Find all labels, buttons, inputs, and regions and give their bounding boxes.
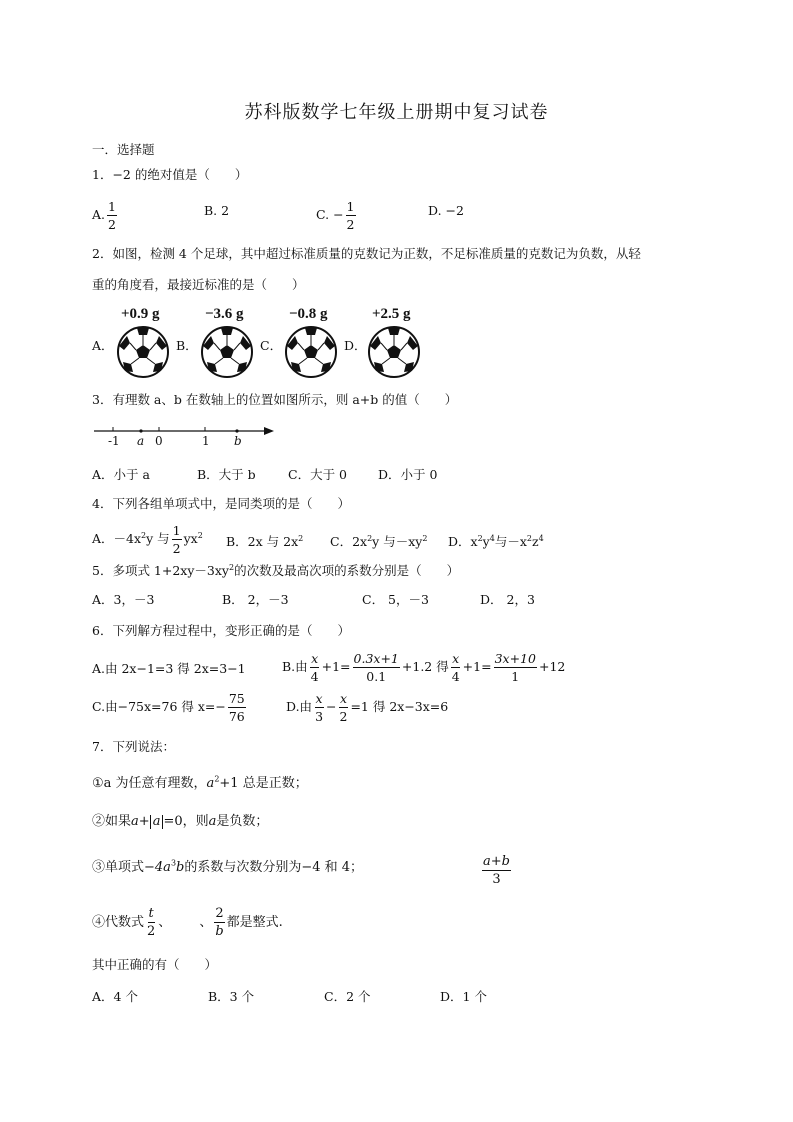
q1-option-b: B. 2 (204, 203, 230, 218)
q2-option-b: B． (176, 338, 198, 353)
ball-c-label: −0.8 g (289, 306, 328, 322)
q4-option-b: B．2x 与 $2x^2$ (226, 533, 304, 549)
q7-option-c: C．2 个 (324, 989, 371, 1004)
question-5-stem: 5．多项式 $1+2xy-3xy^2$的次数及最高次项的系数分别是（ ） (92, 562, 460, 578)
q6-option-b: B.由 $\frac{x}{4}$ +1= $\frac{0.3x+1}{0.1}$ +1.2 得 $\frac{x}{4}$ +1= $\frac{3x+10}{1}$ +12 (282, 651, 566, 684)
q7-option-d: D．1 个 (440, 989, 487, 1004)
q3-option-a: A．小于 a (92, 467, 150, 482)
question-7-stem: 7．下列说法： (92, 739, 175, 754)
section-heading: 一．选择题 (92, 142, 155, 157)
question-4-stem: 4．下列各组单项式中，是同类项的是（ ） (92, 496, 350, 511)
q3-option-d: D．小于 0 (378, 467, 438, 482)
axis-label-0: 0 (155, 434, 163, 448)
soccer-ball-a-icon (118, 327, 168, 377)
soccer-ball-b-icon (202, 327, 252, 377)
soccer-ball-d-icon (369, 327, 419, 377)
question-2-stem-line1: 2．如图，检测 4 个足球，其中超过标准质量的克数记为正数，不足标准质量的克数记为负数，从轻 (92, 246, 641, 261)
page-title: 苏科版数学七年级上册期中复习试卷 (244, 102, 549, 123)
q6-option-d: D.由 $\frac{x}{3}$ − $\frac{x}{2}$ =1 得 2x−3x=6 (286, 691, 449, 724)
q4-option-c: C．$2x^2y$ 与$-xy^2$ (330, 533, 428, 549)
ball-d-label: +2.5 g (372, 306, 411, 322)
question-3-stem: 3．有理数 a、b 在数轴上的位置如图所示，则 a+b 的值（ ） (92, 392, 458, 407)
q7-statement-1: ①a 为任意有理数，$a^2+1$ 总是正数； (92, 774, 308, 791)
axis-label-1: 1 (202, 434, 210, 448)
axis-label-neg1: -1 (108, 434, 120, 448)
q6-option-a: A.由 2x−1=3 得 2x=3−1 (92, 661, 246, 676)
q2-option-c: C． (260, 338, 283, 353)
ball-a-label: +0.9 g (121, 306, 160, 322)
q6-option-c: C.由−75x=76 得 x=− $\frac{75}{76}$ (92, 691, 245, 724)
q7-correct-prompt: 其中正确的有（ ） (92, 957, 218, 972)
soccer-ball-c-icon (286, 327, 336, 377)
q1-option-c: C. − $\frac{1}{2}$ (316, 199, 355, 232)
q2-option-d: D． (344, 338, 367, 353)
q5-option-a: A．3，－3 (92, 592, 155, 607)
q4-option-d: D．$x^2y^4$与$-x^2z^4$ (448, 533, 544, 549)
q3-option-c: C．大于 0 (288, 467, 347, 482)
q7-fraction-a-plus-b-over-3: $\frac{a+b}{3}$ (483, 854, 510, 887)
q1-option-a: A. $\frac{1}{2}$ (92, 199, 116, 232)
q7-statement-2: ②如果a+ a =0，则a是负数； (92, 814, 269, 829)
question-6-stem: 6．下列解方程过程中，变形正确的是（ ） (92, 623, 350, 638)
question-2-stem-line2: 重的角度看，最接近标准的是（ ） (92, 277, 305, 292)
q2-option-a: A． (92, 338, 114, 353)
soccer-balls (0, 0, 793, 400)
q7-statement-4: ④代数式 $\frac{t}{2}$ 、 、 $\frac{2}{b}$ 都是整式. (92, 906, 283, 939)
question-1-stem: 1．−2 的绝对值是（ ） (92, 167, 248, 182)
q1-option-d: D. −2 (428, 203, 464, 218)
q7-statement-3: ③单项式$-4a^3b$的系数与次数分别为−4 和 4； (92, 858, 364, 875)
q4-option-a: A．$-4x^2y$ 与 $\frac{1}{2}$ $yx^2$ (92, 523, 203, 556)
q7-option-a: A．4 个 (92, 989, 138, 1004)
axis-label-a: a (137, 434, 145, 448)
q3-option-b: B．大于 b (197, 467, 256, 482)
q5-option-d: D． 2，3 (480, 592, 535, 607)
q7-option-b: B．3 个 (208, 989, 255, 1004)
ball-b-label: −3.6 g (205, 306, 244, 322)
q5-option-c: C． 5，－3 (362, 592, 429, 607)
q5-option-b: B． 2，－3 (222, 592, 289, 607)
axis-label-b: b (234, 434, 242, 448)
